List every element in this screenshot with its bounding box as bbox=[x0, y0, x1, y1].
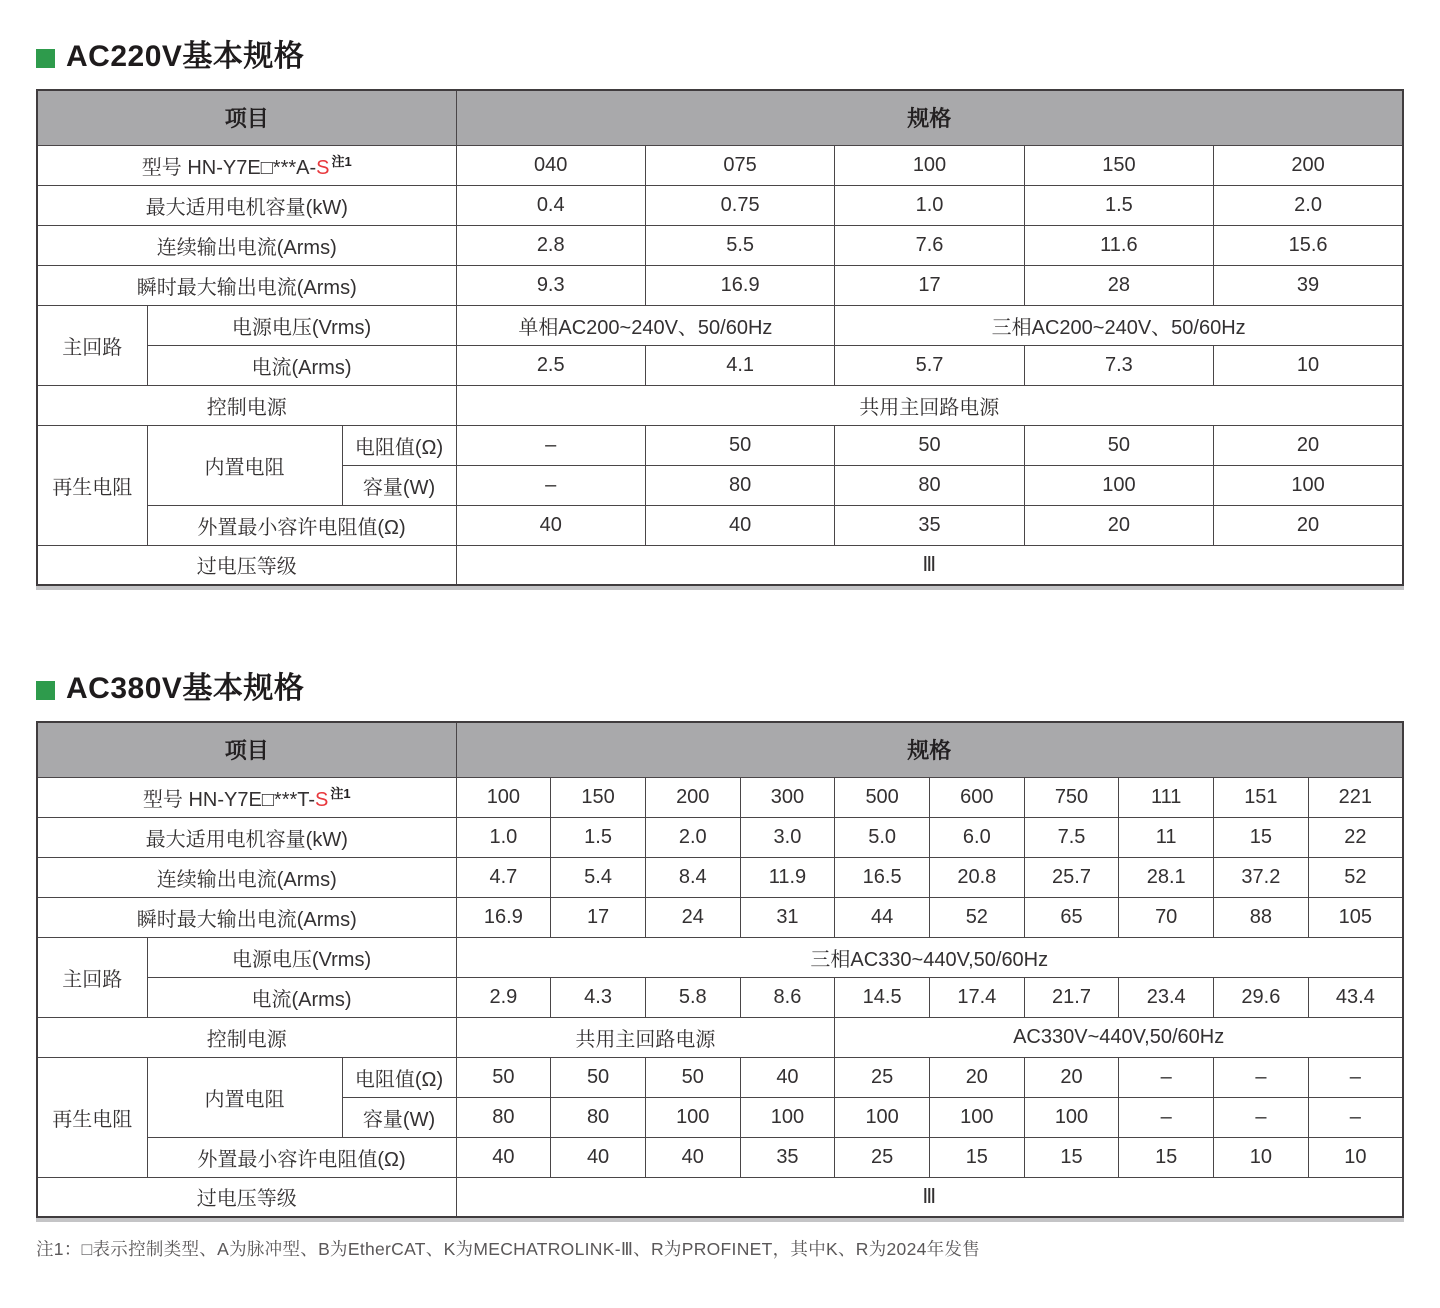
spec-value-cell: 17 bbox=[835, 265, 1024, 305]
item-label-cell: 电流(Arms) bbox=[147, 977, 456, 1017]
spec-value-cell: 16.9 bbox=[456, 897, 551, 937]
item-label-cell: 电流(Arms) bbox=[147, 345, 456, 385]
table-row bbox=[37, 1057, 1403, 1097]
spec-value-cell: 50 bbox=[551, 1057, 646, 1097]
spec-value-cell: 50 bbox=[645, 1057, 740, 1097]
spec-value-cell: 50 bbox=[645, 425, 834, 465]
spec-value-cell: 23.4 bbox=[1119, 977, 1214, 1017]
spec-value-cell: 11.9 bbox=[740, 857, 835, 897]
spec-value-cell: 70 bbox=[1119, 897, 1214, 937]
spec-value-cell: 39 bbox=[1214, 265, 1403, 305]
spec-value-cell: 50 bbox=[456, 1057, 551, 1097]
spec-value-cell: 100 bbox=[1214, 465, 1403, 505]
model-prefix: 型号 HN-Y7E□***A- bbox=[141, 156, 317, 179]
table-row bbox=[37, 185, 1403, 225]
spec-value-cell: – bbox=[456, 465, 645, 505]
table-row bbox=[37, 937, 1403, 977]
spec-value-cell: 28.1 bbox=[1119, 857, 1214, 897]
item-label-cell: 连续输出电流(Arms) bbox=[37, 857, 456, 897]
table-row bbox=[37, 1137, 1403, 1177]
spec-value-cell: 2.8 bbox=[456, 225, 645, 265]
spec-value-cell: 共用主回路电源 bbox=[456, 1017, 835, 1057]
spec-column-header: 规格 bbox=[456, 722, 1403, 777]
spec-value-cell: 21.7 bbox=[1024, 977, 1119, 1017]
item-label-cell: 主回路 bbox=[37, 305, 147, 385]
item-label-cell: 最大适用电机容量(kW) bbox=[37, 185, 456, 225]
spec-table-ac220v bbox=[36, 89, 1404, 586]
item-label-cell: 瞬时最大输出电流(Arms) bbox=[37, 265, 456, 305]
item-label-cell: 外置最小容许电阻值(Ω) bbox=[147, 1137, 456, 1177]
item-label-cell: 主回路 bbox=[37, 937, 147, 1017]
spec-value-cell: 8.6 bbox=[740, 977, 835, 1017]
spec-value-cell: 50 bbox=[1024, 425, 1213, 465]
spec-value-cell: 22 bbox=[1308, 817, 1403, 857]
item-label-cell: 过电压等级 bbox=[37, 1177, 456, 1217]
spec-value-cell: 40 bbox=[456, 1137, 551, 1177]
section-title-ac220v bbox=[36, 42, 1404, 72]
table-row bbox=[37, 305, 1403, 345]
item-label-cell: 连续输出电流(Arms) bbox=[37, 225, 456, 265]
spec-value-cell: 15.6 bbox=[1214, 225, 1403, 265]
spec-value-cell: 4.1 bbox=[645, 345, 834, 385]
section-title-text: AC380V基本规格 bbox=[66, 672, 305, 705]
item-label-cell: 内置电阻 bbox=[147, 425, 342, 505]
spec-value-cell: 10 bbox=[1214, 1137, 1309, 1177]
model-label-cell bbox=[37, 145, 456, 185]
spec-value-cell: 17.4 bbox=[929, 977, 1024, 1017]
item-label-cell: 再生电阻 bbox=[37, 1057, 147, 1177]
table-row bbox=[37, 897, 1403, 937]
spec-value-cell: 111 bbox=[1119, 777, 1214, 817]
spec-value-cell: 24 bbox=[645, 897, 740, 937]
table-row bbox=[37, 505, 1403, 545]
table-row bbox=[37, 225, 1403, 265]
section-ac380v bbox=[36, 674, 1404, 1218]
spec-value-cell: 40 bbox=[456, 505, 645, 545]
spec-value-cell: 5.7 bbox=[835, 345, 1024, 385]
spec-value-cell: 80 bbox=[551, 1097, 646, 1137]
item-label-cell: 电源电压(Vrms) bbox=[147, 937, 456, 977]
spec-value-cell: 1.5 bbox=[551, 817, 646, 857]
spec-value-cell: 25 bbox=[835, 1137, 930, 1177]
spec-value-cell: 15 bbox=[929, 1137, 1024, 1177]
spec-value-cell: 10 bbox=[1214, 345, 1403, 385]
spec-value-cell: 20 bbox=[1024, 505, 1213, 545]
item-label-cell: 电阻值(Ω) bbox=[342, 425, 456, 465]
spec-value-cell: 5.8 bbox=[645, 977, 740, 1017]
spec-value-cell: 28 bbox=[1024, 265, 1213, 305]
spec-value-cell: 300 bbox=[740, 777, 835, 817]
model-label-cell bbox=[37, 777, 456, 817]
spec-value-cell: 150 bbox=[1024, 145, 1213, 185]
spec-value-cell: 5.0 bbox=[835, 817, 930, 857]
spec-value-cell: 35 bbox=[835, 505, 1024, 545]
spec-value-cell: 1.5 bbox=[1024, 185, 1213, 225]
spec-value-cell: 3.0 bbox=[740, 817, 835, 857]
spec-value-cell: 共用主回路电源 bbox=[456, 385, 1403, 425]
spec-value-cell: 0.4 bbox=[456, 185, 645, 225]
spec-value-cell: AC330V~440V,50/60Hz bbox=[835, 1017, 1403, 1057]
spec-value-cell: 500 bbox=[835, 777, 930, 817]
spec-value-cell: 80 bbox=[645, 465, 834, 505]
spec-value-cell: 100 bbox=[456, 777, 551, 817]
spec-value-cell: 20 bbox=[1024, 1057, 1119, 1097]
spec-value-cell: 7.6 bbox=[835, 225, 1024, 265]
spec-value-cell: 2.9 bbox=[456, 977, 551, 1017]
table-row bbox=[37, 817, 1403, 857]
table-row bbox=[37, 145, 1403, 185]
table-row bbox=[37, 265, 1403, 305]
spec-value-cell: 100 bbox=[1024, 1097, 1119, 1137]
spec-value-cell: – bbox=[1308, 1057, 1403, 1097]
spec-value-cell: 200 bbox=[645, 777, 740, 817]
spec-value-cell: 52 bbox=[1308, 857, 1403, 897]
item-label-cell: 电阻值(Ω) bbox=[342, 1057, 456, 1097]
spec-table bbox=[36, 89, 1404, 586]
item-column-header: 项目 bbox=[37, 722, 456, 777]
section-title-text: AC220V基本规格 bbox=[66, 40, 305, 73]
spec-value-cell: 25 bbox=[835, 1057, 930, 1097]
item-label-cell: 控制电源 bbox=[37, 385, 456, 425]
item-label-cell: 再生电阻 bbox=[37, 425, 147, 545]
note-reference-sup: 注1 bbox=[331, 153, 352, 169]
spec-value-cell: 2.5 bbox=[456, 345, 645, 385]
spec-value-cell: 11 bbox=[1119, 817, 1214, 857]
spec-value-cell: 100 bbox=[929, 1097, 1024, 1137]
spec-value-cell: 15 bbox=[1024, 1137, 1119, 1177]
green-square-bullet bbox=[36, 49, 55, 68]
spec-value-cell: 075 bbox=[645, 145, 834, 185]
item-column-header: 项目 bbox=[37, 90, 456, 145]
spec-value-cell: 50 bbox=[835, 425, 1024, 465]
item-label-cell: 瞬时最大输出电流(Arms) bbox=[37, 897, 456, 937]
spec-value-cell: 单相AC200~240V、50/60Hz bbox=[456, 305, 835, 345]
spec-value-cell: 40 bbox=[645, 505, 834, 545]
spec-value-cell: 200 bbox=[1214, 145, 1403, 185]
spec-value-cell: 52 bbox=[929, 897, 1024, 937]
spec-value-cell: – bbox=[1214, 1097, 1309, 1137]
spec-value-cell: 7.5 bbox=[1024, 817, 1119, 857]
spec-value-cell: 100 bbox=[835, 1097, 930, 1137]
spec-value-cell: 44 bbox=[835, 897, 930, 937]
spec-value-cell: 1.0 bbox=[456, 817, 551, 857]
spec-value-cell: 8.4 bbox=[645, 857, 740, 897]
spec-value-cell: 9.3 bbox=[456, 265, 645, 305]
section-ac220v bbox=[36, 42, 1404, 586]
spec-value-cell: – bbox=[1119, 1097, 1214, 1137]
spec-value-cell: 4.3 bbox=[551, 977, 646, 1017]
spec-value-cell: – bbox=[456, 425, 645, 465]
spec-value-cell: 4.7 bbox=[456, 857, 551, 897]
spec-value-cell: 11.6 bbox=[1024, 225, 1213, 265]
spec-value-cell: 100 bbox=[835, 145, 1024, 185]
spec-value-cell: 15 bbox=[1119, 1137, 1214, 1177]
spec-value-cell: 1.0 bbox=[835, 185, 1024, 225]
spec-value-cell: 2.0 bbox=[645, 817, 740, 857]
spec-value-cell: 7.3 bbox=[1024, 345, 1213, 385]
spec-value-cell: 40 bbox=[645, 1137, 740, 1177]
footnote: 注1：□表示控制类型、A为脉冲型、B为EtherCAT、K为MECHATROLINK-Ⅲ、R为PROFINET，其中K、R为2024年发售 bbox=[36, 1239, 981, 1259]
spec-value-cell: Ⅲ bbox=[456, 1177, 1403, 1217]
green-square-bullet bbox=[36, 681, 55, 700]
spec-value-cell: 65 bbox=[1024, 897, 1119, 937]
spec-value-cell: 31 bbox=[740, 897, 835, 937]
table-row bbox=[37, 1177, 1403, 1217]
spec-value-cell: 35 bbox=[740, 1137, 835, 1177]
spec-value-cell: 37.2 bbox=[1214, 857, 1309, 897]
item-label-cell: 内置电阻 bbox=[147, 1057, 342, 1137]
table-row bbox=[37, 345, 1403, 385]
spec-value-cell: 17 bbox=[551, 897, 646, 937]
spec-value-cell: 40 bbox=[551, 1137, 646, 1177]
spec-value-cell: 29.6 bbox=[1214, 977, 1309, 1017]
spec-value-cell: 16.9 bbox=[645, 265, 834, 305]
note-reference-sup: 注1 bbox=[330, 785, 351, 801]
spec-value-cell: 20 bbox=[1214, 505, 1403, 545]
spec-value-cell: 100 bbox=[645, 1097, 740, 1137]
item-label-cell: 过电压等级 bbox=[37, 545, 456, 585]
spec-value-cell: – bbox=[1119, 1057, 1214, 1097]
spec-value-cell: 80 bbox=[456, 1097, 551, 1137]
spec-value-cell: 5.5 bbox=[645, 225, 834, 265]
spec-value-cell: 750 bbox=[1024, 777, 1119, 817]
table-row bbox=[37, 857, 1403, 897]
spec-value-cell: 三相AC200~240V、50/60Hz bbox=[835, 305, 1403, 345]
spec-value-cell: 0.75 bbox=[645, 185, 834, 225]
item-label-cell: 控制电源 bbox=[37, 1017, 456, 1057]
spec-value-cell: 600 bbox=[929, 777, 1024, 817]
spec-value-cell: 040 bbox=[456, 145, 645, 185]
table-row bbox=[37, 777, 1403, 817]
table-row bbox=[37, 385, 1403, 425]
table-row bbox=[37, 545, 1403, 585]
spec-value-cell: 10 bbox=[1308, 1137, 1403, 1177]
spec-value-cell: 14.5 bbox=[835, 977, 930, 1017]
spec-value-cell: 20.8 bbox=[929, 857, 1024, 897]
spec-value-cell: 43.4 bbox=[1308, 977, 1403, 1017]
spec-value-cell: 80 bbox=[835, 465, 1024, 505]
section-title-ac380v bbox=[36, 674, 1404, 704]
item-label-cell: 容量(W) bbox=[342, 465, 456, 505]
model-suffix-red: S bbox=[316, 156, 330, 179]
spec-value-cell: 88 bbox=[1214, 897, 1309, 937]
table-row bbox=[37, 977, 1403, 1017]
spec-value-cell: 105 bbox=[1308, 897, 1403, 937]
item-label-cell: 电源电压(Vrms) bbox=[147, 305, 456, 345]
item-label-cell: 外置最小容许电阻值(Ω) bbox=[147, 505, 456, 545]
table-row bbox=[37, 425, 1403, 465]
spec-value-cell: – bbox=[1214, 1057, 1309, 1097]
spec-table bbox=[36, 721, 1404, 1218]
spec-value-cell: 100 bbox=[740, 1097, 835, 1137]
spec-value-cell: 40 bbox=[740, 1057, 835, 1097]
spec-value-cell: 16.5 bbox=[835, 857, 930, 897]
spec-value-cell: 150 bbox=[551, 777, 646, 817]
spec-value-cell: 6.0 bbox=[929, 817, 1024, 857]
spec-value-cell: Ⅲ bbox=[456, 545, 1403, 585]
item-label-cell: 容量(W) bbox=[342, 1097, 456, 1137]
spec-value-cell: 20 bbox=[1214, 425, 1403, 465]
item-label-cell: 最大适用电机容量(kW) bbox=[37, 817, 456, 857]
spec-value-cell: 25.7 bbox=[1024, 857, 1119, 897]
spec-value-cell: 100 bbox=[1024, 465, 1213, 505]
spec-table-ac380v bbox=[36, 721, 1404, 1218]
spec-value-cell: 221 bbox=[1308, 777, 1403, 817]
spec-column-header: 规格 bbox=[456, 90, 1403, 145]
spec-value-cell: 151 bbox=[1214, 777, 1309, 817]
table-row bbox=[37, 1017, 1403, 1057]
spec-value-cell: 5.4 bbox=[551, 857, 646, 897]
spec-value-cell: – bbox=[1308, 1097, 1403, 1137]
spec-value-cell: 三相AC330~440V,50/60Hz bbox=[456, 937, 1403, 977]
model-suffix-red: S bbox=[315, 788, 329, 811]
spec-value-cell: 15 bbox=[1214, 817, 1309, 857]
spec-value-cell: 20 bbox=[929, 1057, 1024, 1097]
model-prefix: 型号 HN-Y7E□***T- bbox=[142, 788, 316, 811]
spec-value-cell: 2.0 bbox=[1214, 185, 1403, 225]
